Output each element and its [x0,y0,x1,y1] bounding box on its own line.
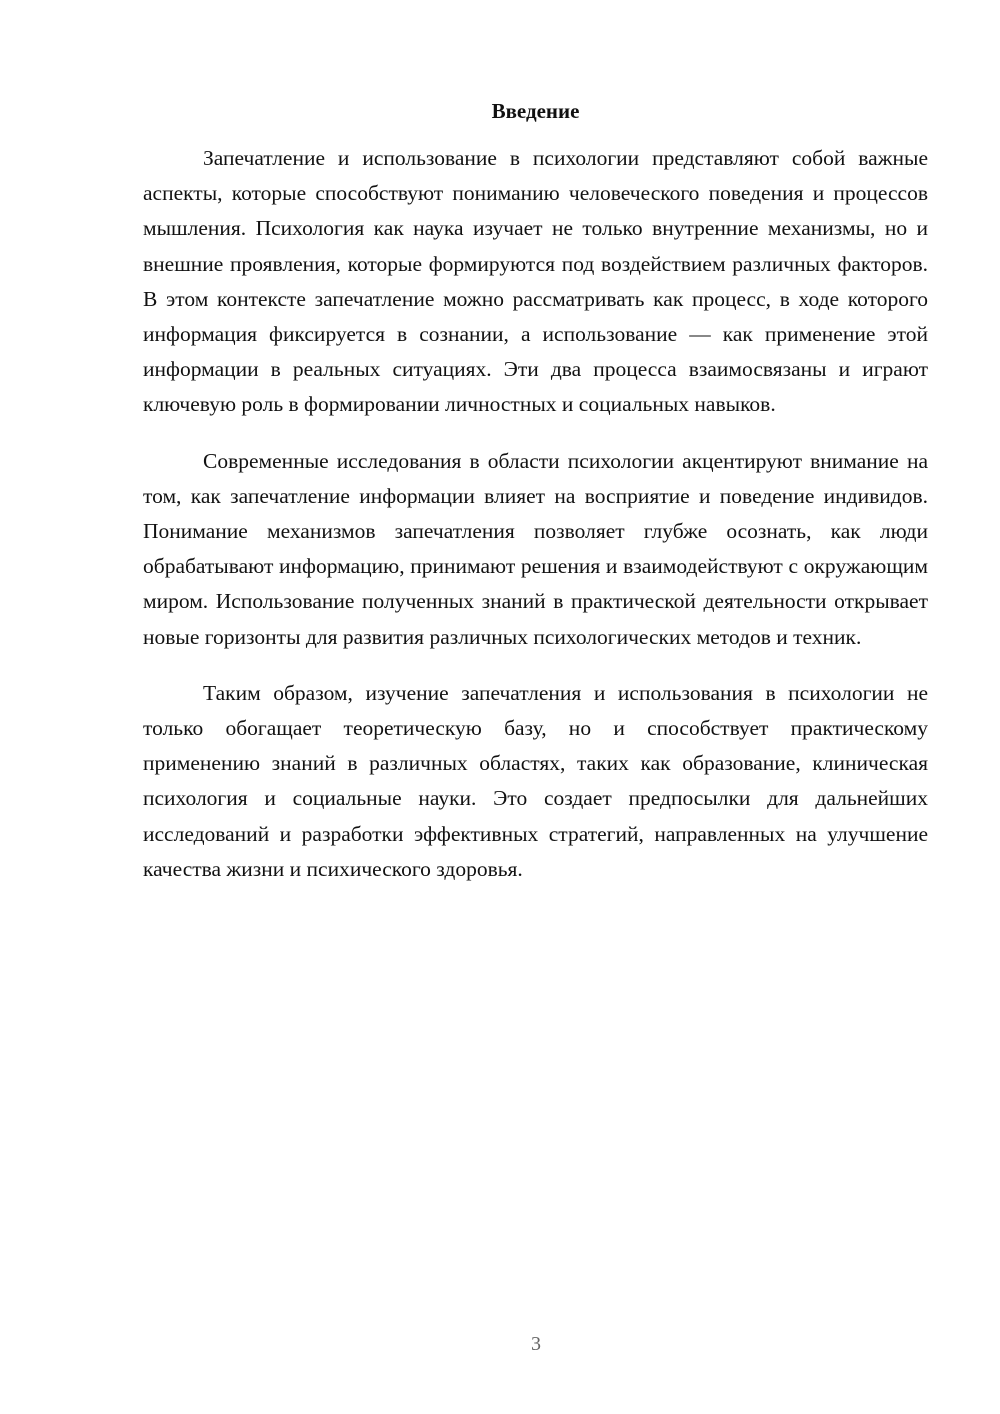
paragraph-2: Современные исследования в области психологии акцентируют внимание на том, как запечатление информации влияет на восприятие и поведение индивидов. Понимание механизмов запечатления позволяет глубже осознать, как люди обрабатывают информацию, принимают решения и взаимодействуют с окружающим миром. Использование полученных знаний в практической деятельности открывает новые горизонты для развития различных психологических методов и техник. [143,448,928,649]
paragraph-3: Таким образом, изучение запечатления и использования в психологии не только обогащает теоретическую базу, но и способствует практическому применению знаний в различных областях, таких как образование, клиническая психология и социальные науки. Это создает предпосылки для дальнейших исследований и разработки эффективных стратегий, направленных на улучшение качества жизни и психического здоровья. [143,680,928,881]
section-heading: Введение [491,99,580,123]
page-number: 3 [531,1333,541,1355]
paragraph-1: Запечатление и использование в психологии представляют собой важные аспекты, которые способствуют пониманию человеческого поведения и процессов мышления. Психология как наука изучает не только внутренние механизмы, но и внешние проявления, которые формируются под воздействием различных факторов. В этом контексте запечатление можно рассматривать как процесс, в ходе которого информация фиксируется в сознании, а использование — как применение этой информации в реальных ситуациях. Эти два процесса взаимосвязаны и играют ключевую роль в формировании личностных и социальных навыков. [143,146,928,417]
page-content [143,94,928,908]
